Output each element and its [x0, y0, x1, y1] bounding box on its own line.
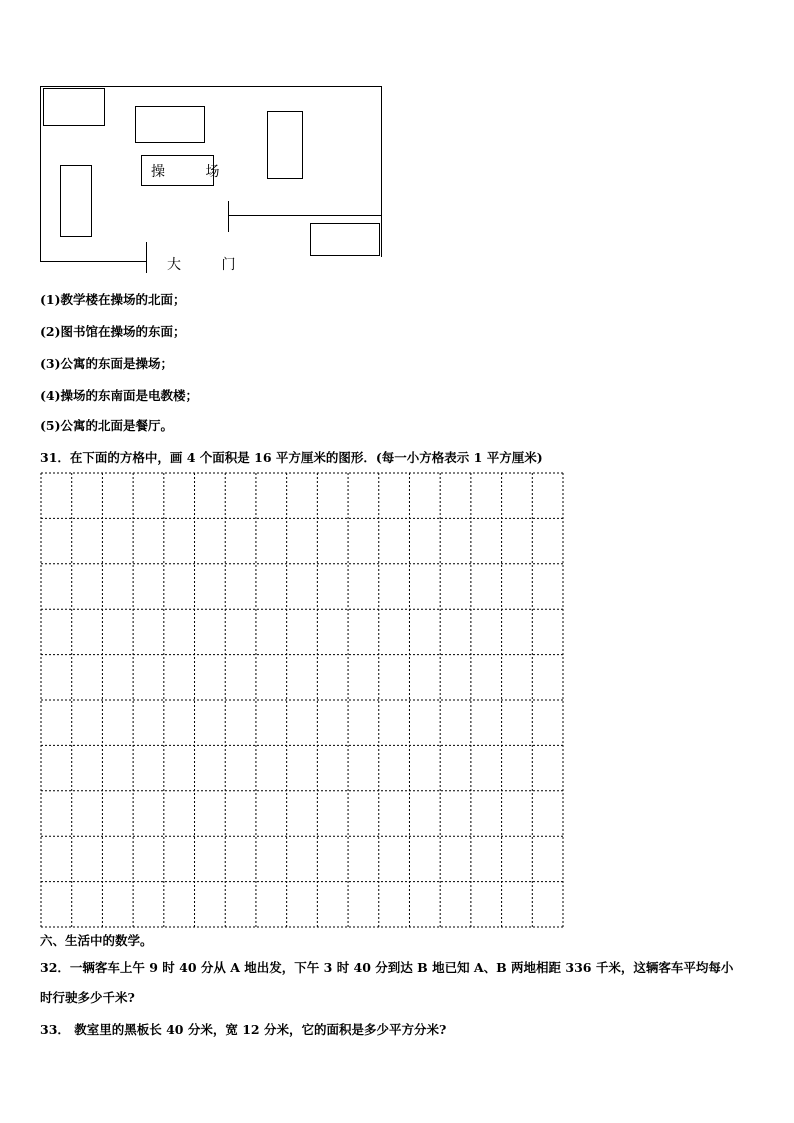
gate-left-post — [146, 242, 147, 273]
statement-2: (2)图书馆在操场的东面； — [40, 324, 186, 339]
gate-right-post — [228, 201, 229, 232]
map-right-wall — [381, 86, 382, 257]
gate-label: 大 门 — [167, 257, 254, 273]
building-east — [267, 111, 303, 179]
building-north — [135, 106, 205, 143]
question-32-line-1: 32．一辆客车上午 9 时 40 分从 A 地出发，下午 3 时 40 分到达 B 地已知 A、B 两地相距 336 千米，这辆客车平均每小 — [40, 960, 734, 975]
building-southeast — [310, 223, 380, 256]
map-inner-wall — [228, 215, 381, 216]
question-33: 33． 教室里的黑板长 40 分米，宽 12 分米，它的面积是多少平方分米? — [40, 1022, 447, 1037]
map-top-wall — [40, 86, 382, 87]
building-northwest — [43, 88, 105, 126]
map-bottom-left-wall — [40, 261, 146, 262]
section-heading: 六、生活中的数学。 — [40, 933, 153, 948]
statement-1: (1)教学楼在操场的北面； — [40, 292, 186, 307]
playground-label: 操 场 — [151, 164, 238, 180]
building-west — [60, 165, 92, 237]
question-31: 31．在下面的方格中，画 4 个面积是 16 平方厘米的图形．(每一小方格表示 1 平方厘米) — [40, 450, 543, 465]
statement-3: (3)公寓的东面是操场； — [40, 356, 174, 371]
statement-4: (4)操场的东南面是电教楼； — [40, 388, 199, 403]
question-32-line-2: 时行驶多少千米? — [40, 990, 135, 1005]
map-left-wall — [40, 86, 41, 261]
statement-5: (5)公寓的北面是餐厅。 — [40, 418, 174, 433]
square-grid — [40, 472, 564, 928]
